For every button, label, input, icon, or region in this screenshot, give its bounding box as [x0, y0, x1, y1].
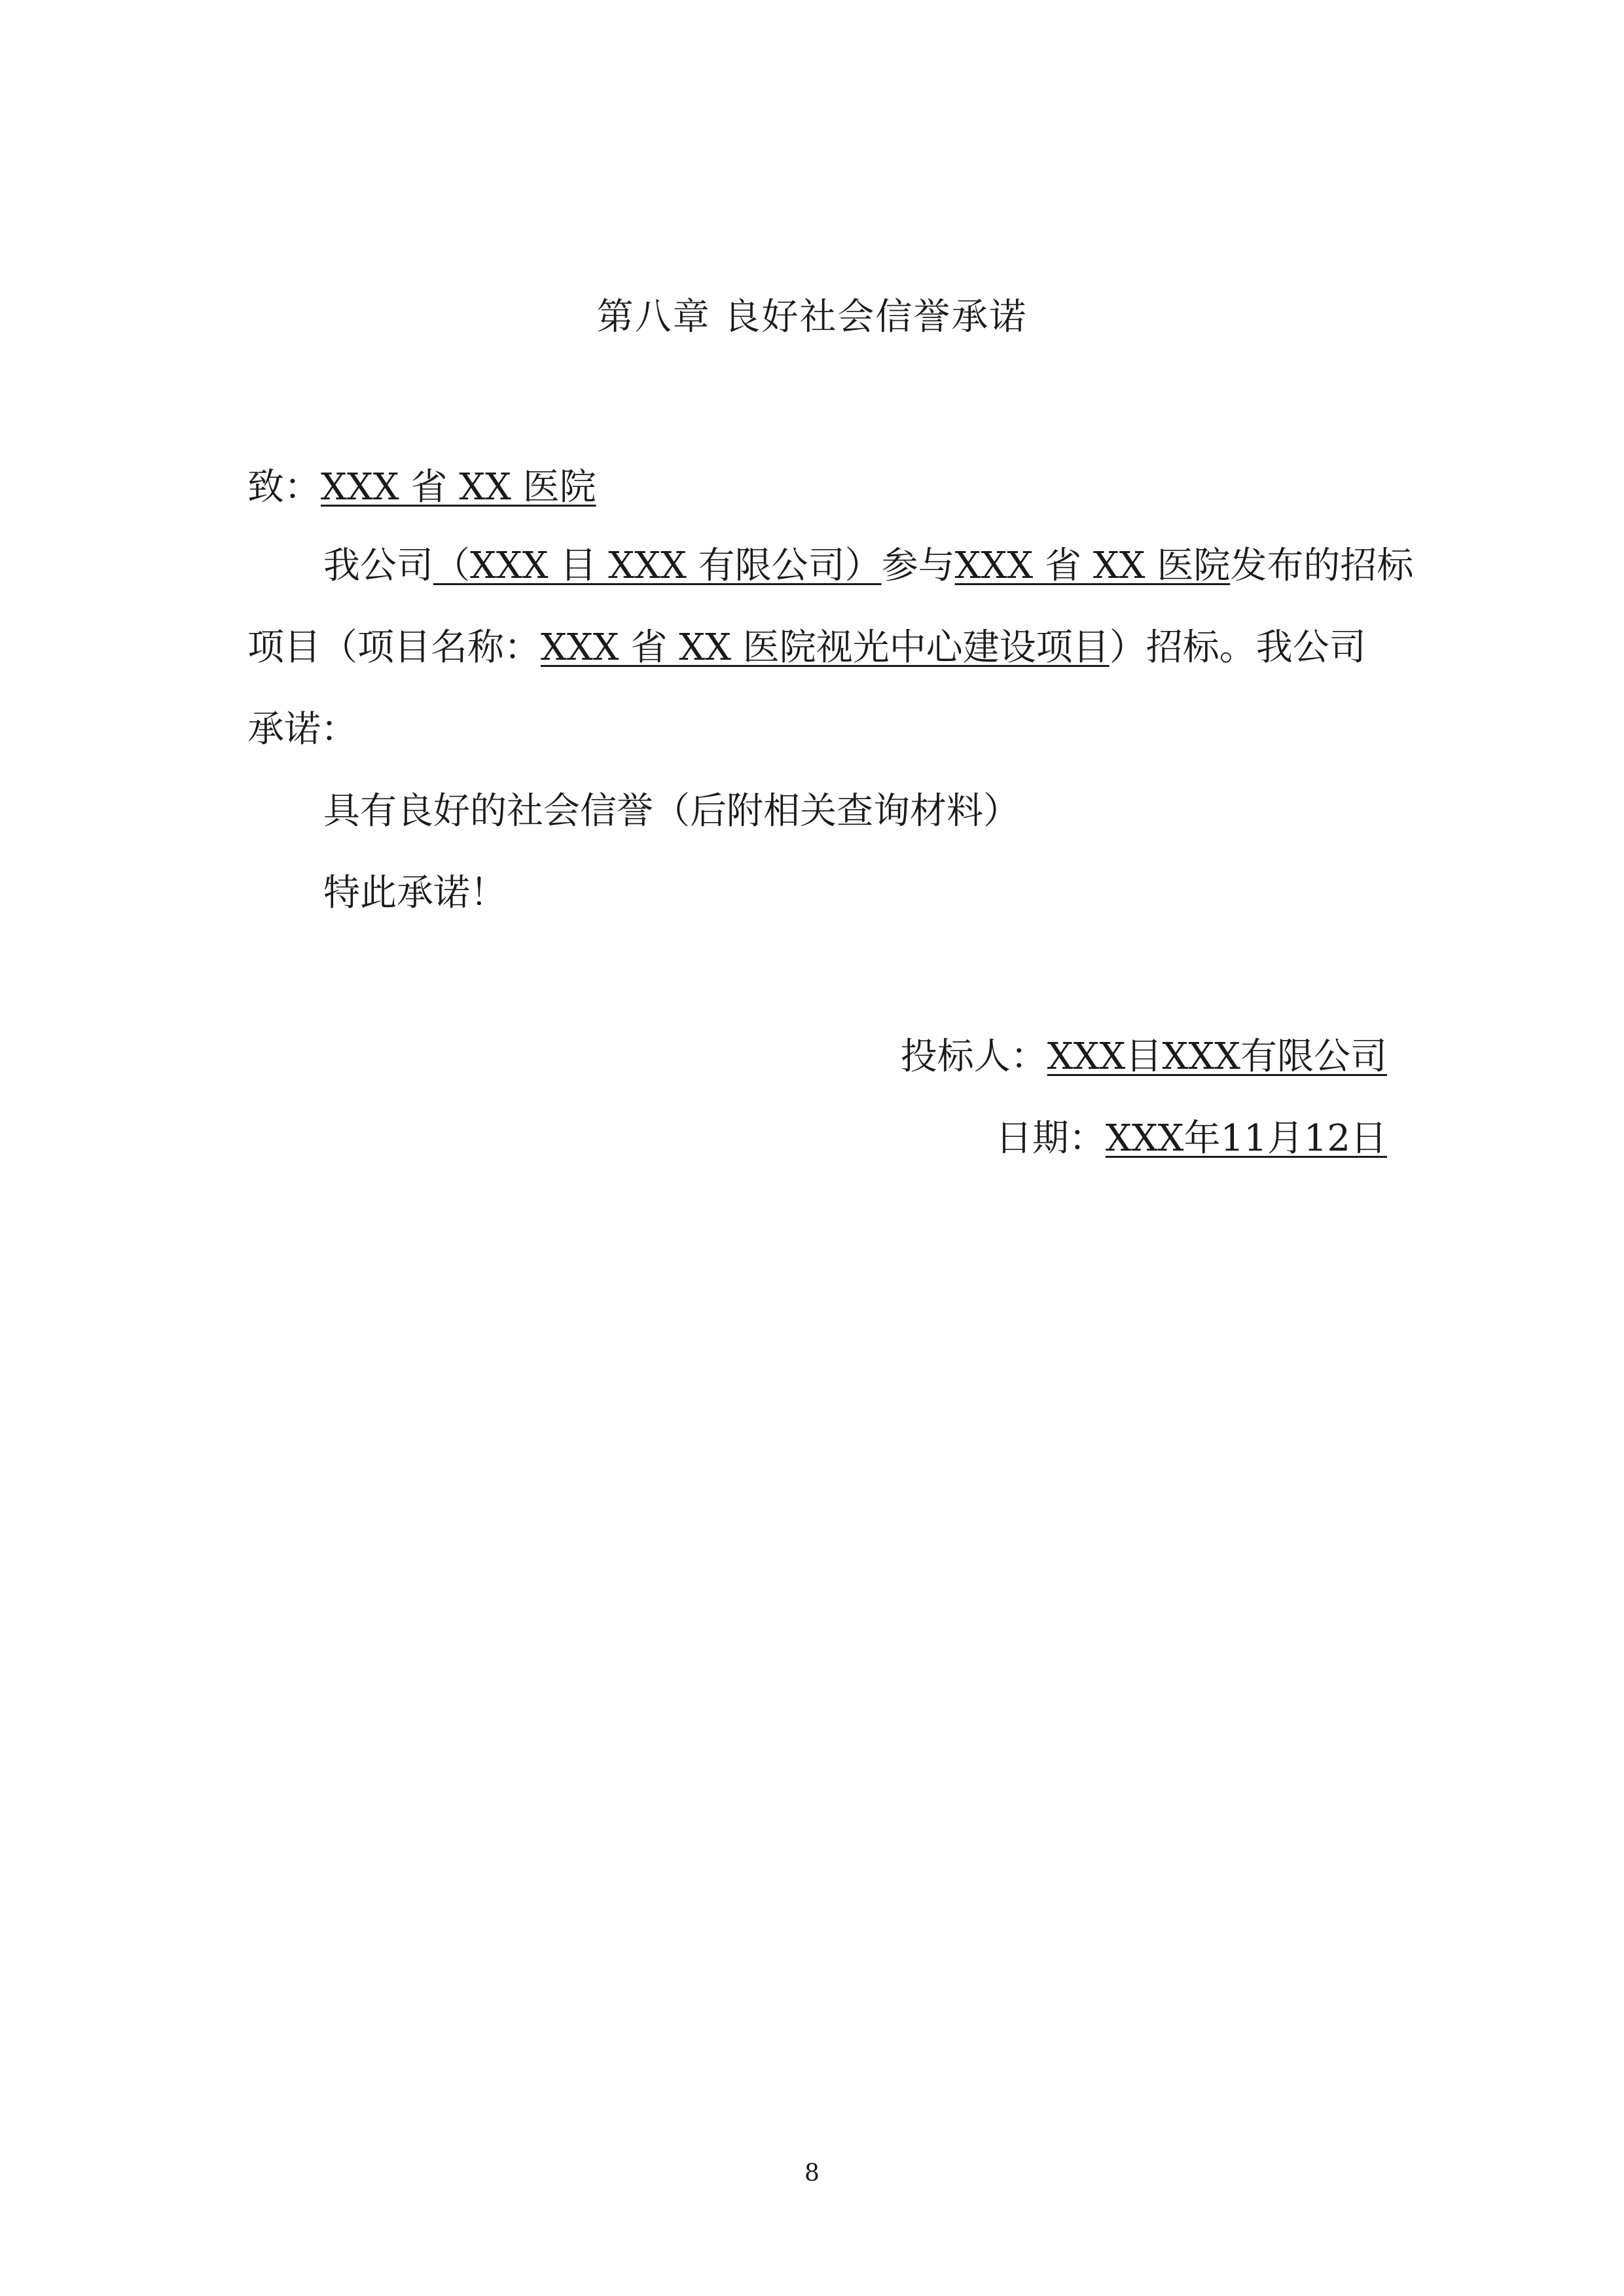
- company-name: （XXX 目 XXX 有限公司）: [433, 545, 882, 587]
- body-line-1: [323, 543, 1413, 589]
- project-name: XXX 省 XX 医院视光中心建设项目: [541, 626, 1110, 669]
- body-text: 参与: [881, 545, 955, 587]
- body-text: 项目（项目名称：: [247, 626, 541, 669]
- hospital-name: XXX 省 XX 医院: [954, 545, 1231, 587]
- commitment-line: 具有良好的社会信誉（后附相关查询材料）: [323, 790, 1020, 833]
- recipient-name: XXX 省 XX 医院: [321, 466, 596, 509]
- date-label: 日期：: [995, 1117, 1106, 1160]
- date-line: [996, 1116, 1387, 1162]
- page-number: 8: [804, 2160, 820, 2187]
- body-line-3: 承诺：: [247, 708, 357, 751]
- closing-line: 特此承诺！: [323, 872, 507, 914]
- bidder-line: [901, 1034, 1387, 1080]
- chapter-title: 第八章 良好社会信誉承诺: [596, 296, 1028, 338]
- salutation-prefix: 致：: [247, 466, 321, 509]
- body-text: 我公司: [323, 545, 433, 587]
- body-text: ）招标。我公司: [1109, 626, 1366, 669]
- salutation-line: [247, 465, 596, 511]
- body-line-2: [247, 625, 1366, 671]
- date-value: XXX年11月12日: [1105, 1117, 1387, 1160]
- bidder-name: XXX目XXX有限公司: [1047, 1035, 1387, 1078]
- bidder-label: 投标人：: [900, 1035, 1047, 1078]
- body-text: 发布的招标: [1230, 545, 1414, 587]
